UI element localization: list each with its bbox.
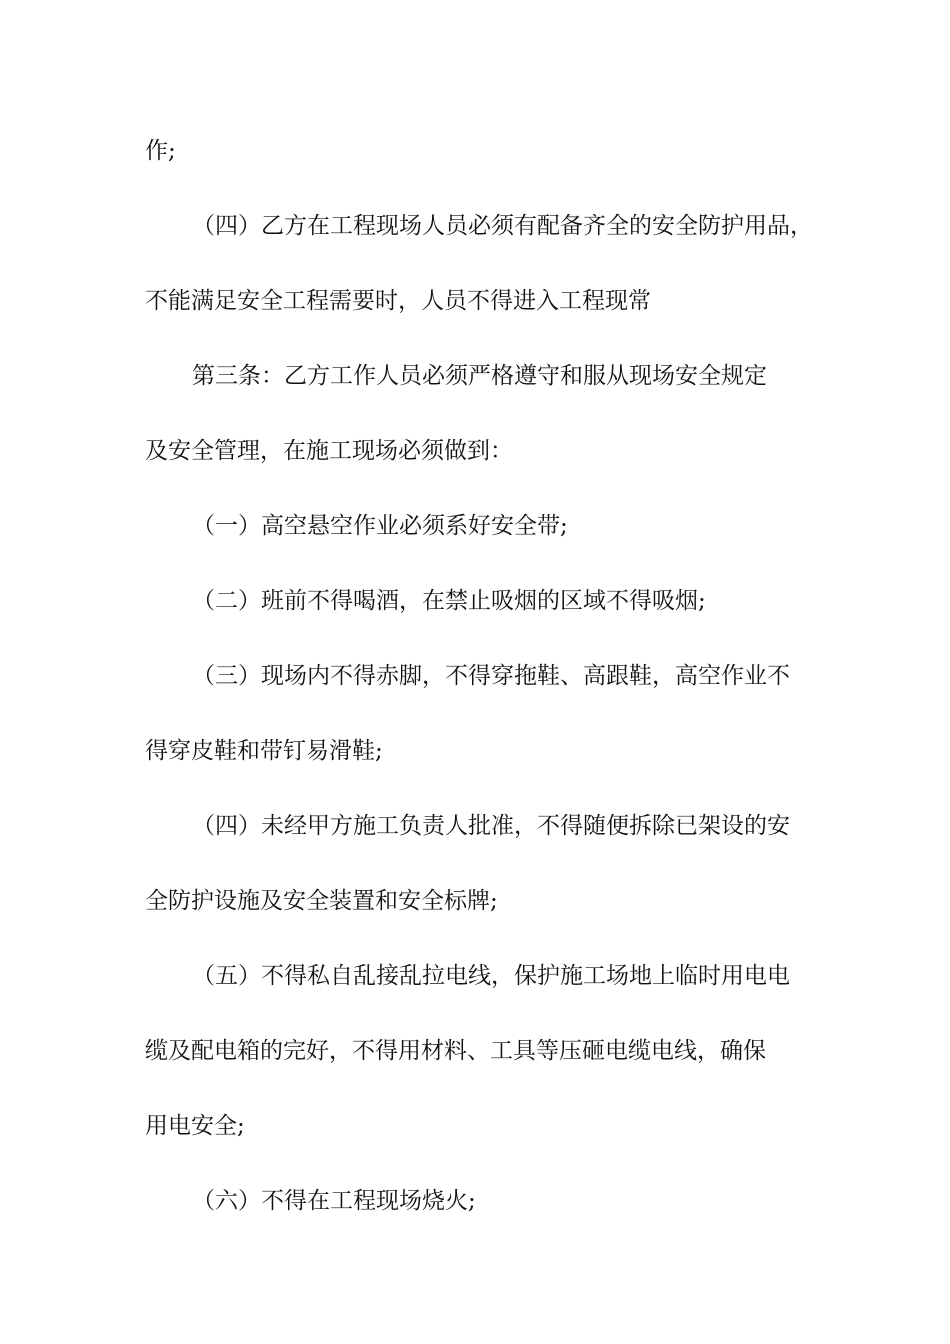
paragraph-line-rule-3-start: （三）现场内不得赤脚，不得穿拖鞋、高跟鞋，高空作业不 [192,663,790,689]
paragraph-line-article-3-start: 第三条：乙方工作人员必须严格遵守和服从现场安全规定 [192,363,767,389]
spacer [145,396,810,434]
paragraph-line-rule-4-end: 全防护设施及安全装置和安全标牌; [145,888,498,914]
paragraph-line-rule-2: （二）班前不得喝酒，在禁止吸烟的区域不得吸烟; [192,588,706,614]
spacer [145,621,810,659]
spacer [145,996,810,1034]
paragraph-line-rule-3-end: 得穿皮鞋和带钉易滑鞋; [145,738,383,764]
spacer [145,771,810,809]
paragraph-line-rule-6: （六）不得在工程现场烧火; [192,1188,476,1214]
spacer [145,1146,810,1184]
paragraph-line-item-4-start: （四）乙方在工程现场人员必须有配备齐全的安全防护用品， [192,213,813,239]
spacer [145,1071,810,1109]
spacer [145,171,810,209]
paragraph-line-rule-1: （一）高空悬空作业必须系好安全带; [192,513,568,539]
spacer [145,846,810,884]
paragraph-line-rule-5-start: （五）不得私自乱接乱拉电线，保护施工场地上临时用电电 [192,963,790,989]
spacer [145,696,810,734]
paragraph-line-rule-5-end: 用电安全; [145,1113,245,1139]
paragraph-line-rule-4-start: （四）未经甲方施工负责人批准，不得随便拆除已架设的安 [192,813,790,839]
document-body [145,133,813,1221]
spacer [145,921,810,959]
paragraph-line-item-4-end: 不能满足安全工程需要时，人员不得进入工程现常 [145,288,651,314]
spacer [145,321,810,359]
paragraph-line-rule-5-middle: 缆及配电箱的完好，不得用材料、工具等压砸电缆电线，确保 [145,1038,766,1064]
spacer [145,471,810,509]
paragraph-line-continuation: 作; [145,138,176,164]
paragraph-line-article-3-end: 及安全管理，在施工现场必须做到： [145,438,513,464]
spacer [145,546,810,584]
spacer [145,246,810,284]
